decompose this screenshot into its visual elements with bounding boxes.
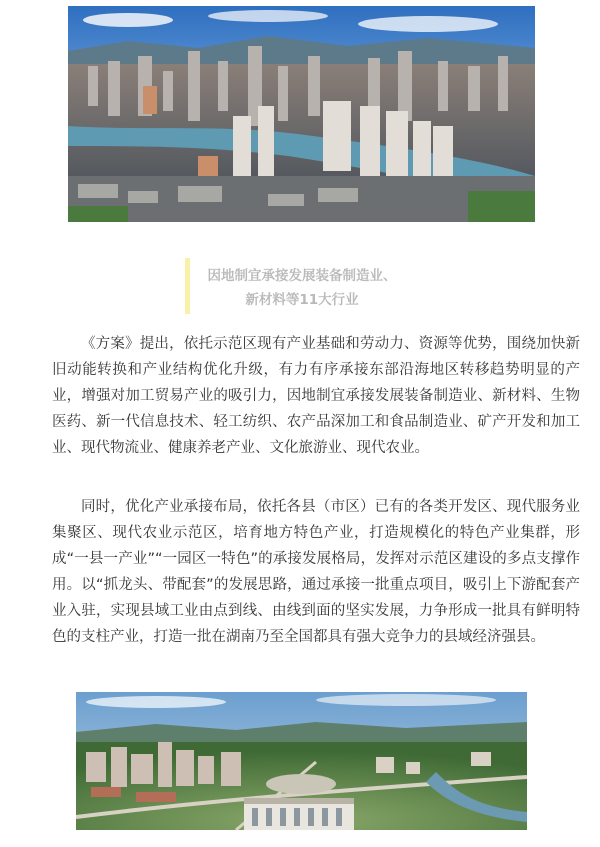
city-skyline-photo <box>68 6 535 222</box>
heading-text <box>197 264 407 312</box>
heading-line-1: 因地制宜承接发展装备制造业、 <box>207 268 397 284</box>
aerial-city-photo <box>76 692 527 830</box>
paragraph-1: 《方案》提出，依托示范区现有产业基础和劳动力、资源等优势，围绕加快新旧动能转换和产业结构优化升级，有力有序承接东部沿海地区转移趋势明显的产业，增强对加工贸易产业的吸引力，因地制宜承接发展装备制造业、新材料、生物医药、新一代信息技术、轻工纺织、农产品深加工和食品制造业、矿产开发和加工业、现代物流业、健康养老产业、文化旅游业、现代农业。 <box>52 336 580 456</box>
section-heading <box>185 258 405 314</box>
heading-line-2: 新材料等11大行业 <box>245 292 359 308</box>
heading-accent-bar <box>185 258 190 314</box>
paragraph-2: 同时，优化产业承接布局，依托各县（市区）已有的各类开发区、现代服务业集聚区、现代农业示范区，培育地方特色产业，打造规模化的特色产业集群，形成“一县一产业”“一园区一特色”的承接发展格局，发挥对示范区建设的多点支撑作用。以“抓龙头、带配套”的发展思路，通过承接一批重点项目，吸引上下游配套产业入驻，实现县域工业由点到线、由线到面的坚实发展，力争形成一批具有鲜明特色的支柱产业，打造一批在湖南乃至全国都具有强大竞争力的县域经济强县。 <box>52 499 580 645</box>
